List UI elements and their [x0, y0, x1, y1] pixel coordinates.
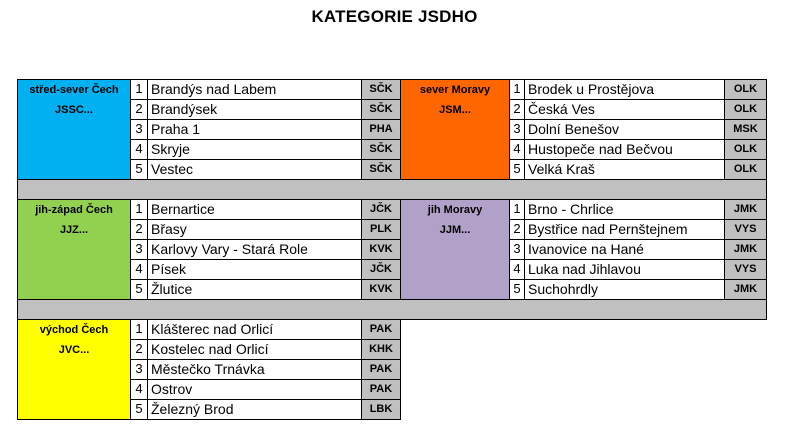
town-name: Velká Kraš: [524, 159, 725, 180]
region-code: OLK: [724, 99, 767, 120]
town-name: Brno - Chrlice: [524, 199, 725, 220]
region-code: SČK: [361, 139, 401, 160]
category-abbreviation: JJZ...: [59, 224, 89, 236]
region-code: OLK: [724, 139, 767, 160]
region-code: JMK: [724, 199, 767, 220]
page-title: KATEGORIE JSDHO: [311, 7, 478, 26]
region-code: SČK: [361, 79, 401, 100]
row-number: 1: [130, 319, 148, 340]
region-code: JMK: [724, 279, 767, 300]
row-number: 1: [509, 79, 525, 100]
town-name: Suchohrdly: [524, 279, 725, 300]
category-name: střed-sever Čech: [29, 84, 119, 96]
row-number: 4: [509, 139, 525, 160]
row-number: 3: [130, 239, 148, 260]
region-code: KHK: [361, 339, 401, 360]
region-code: PAK: [361, 379, 401, 400]
row-number: 2: [130, 339, 148, 360]
region-code: SČK: [361, 99, 401, 120]
category-name: jih-západ Čech: [35, 204, 113, 216]
row-number: 5: [130, 279, 148, 300]
region-code: KVK: [361, 239, 401, 260]
row-number: 3: [130, 359, 148, 380]
row-number: 3: [130, 119, 148, 140]
town-name: Luka nad Jihlavou: [524, 259, 725, 280]
category-cell: [17, 199, 131, 300]
town-name: Kostelec nad Orlicí: [147, 339, 362, 360]
category-abbreviation: JJM...: [439, 224, 471, 236]
town-name: Brandýs nad Labem: [147, 79, 362, 100]
town-name: Ivanovice na Hané: [524, 239, 725, 260]
row-number: 2: [509, 219, 525, 240]
category-cell: [400, 199, 510, 300]
region-code: JMK: [724, 239, 767, 260]
category-cell: [400, 79, 510, 180]
separator-row: [17, 299, 767, 320]
town-name: Hustopeče nad Bečvou: [524, 139, 725, 160]
region-code: PHA: [361, 119, 401, 140]
town-name: Bystřice nad Pernštejnem: [524, 219, 725, 240]
region-code: SČK: [361, 159, 401, 180]
town-name: Praha 1: [147, 119, 362, 140]
town-name: Skryje: [147, 139, 362, 160]
region-code: VYS: [724, 219, 767, 240]
region-code: LBK: [361, 399, 401, 420]
town-name: Železný Brod: [147, 399, 362, 420]
region-code: OLK: [724, 159, 767, 180]
category-cell: [17, 319, 131, 420]
town-name: Dolní Benešov: [524, 119, 725, 140]
category-cell: [17, 79, 131, 180]
row-number: 1: [130, 199, 148, 220]
row-number: 4: [130, 259, 148, 280]
town-name: Klášterec nad Orlicí: [147, 319, 362, 340]
region-code: VYS: [724, 259, 767, 280]
region-code: PAK: [361, 359, 401, 380]
town-name: Brodek u Prostějova: [524, 79, 725, 100]
row-number: 2: [130, 219, 148, 240]
separator-row: [17, 179, 767, 200]
town-name: Karlovy Vary - Stará Role: [147, 239, 362, 260]
town-name: Žlutice: [147, 279, 362, 300]
row-number: 5: [509, 159, 525, 180]
row-number: 5: [130, 399, 148, 420]
category-name: sever Moravy: [419, 84, 491, 96]
town-name: Písek: [147, 259, 362, 280]
category-abbreviation: JVC...: [58, 344, 90, 356]
category-name: východ Čech: [39, 324, 109, 336]
region-code: KVK: [361, 279, 401, 300]
row-number: 4: [130, 139, 148, 160]
row-number: 4: [130, 379, 148, 400]
category-abbreviation: JSM...: [439, 104, 471, 116]
region-code: PAK: [361, 319, 401, 340]
row-number: 2: [509, 99, 525, 120]
row-number: 3: [509, 239, 525, 260]
region-code: JČK: [361, 259, 401, 280]
category-abbreviation: JSSC...: [55, 104, 93, 116]
category-name: jih Moravy: [427, 204, 483, 216]
row-number: 1: [130, 79, 148, 100]
row-number: 5: [509, 279, 525, 300]
town-name: Ostrov: [147, 379, 362, 400]
region-code: OLK: [724, 79, 767, 100]
row-number: 5: [130, 159, 148, 180]
town-name: Brandýsek: [147, 99, 362, 120]
row-number: 3: [509, 119, 525, 140]
region-code: MSK: [724, 119, 767, 140]
town-name: Břasy: [147, 219, 362, 240]
town-name: Městečko Trnávka: [147, 359, 362, 380]
row-number: 4: [509, 259, 525, 280]
region-code: PLK: [361, 219, 401, 240]
town-name: Vestec: [147, 159, 362, 180]
town-name: Česká Ves: [524, 99, 725, 120]
row-number: 2: [130, 99, 148, 120]
town-name: Bernartice: [147, 199, 362, 220]
region-code: JČK: [361, 199, 401, 220]
row-number: 1: [509, 199, 525, 220]
